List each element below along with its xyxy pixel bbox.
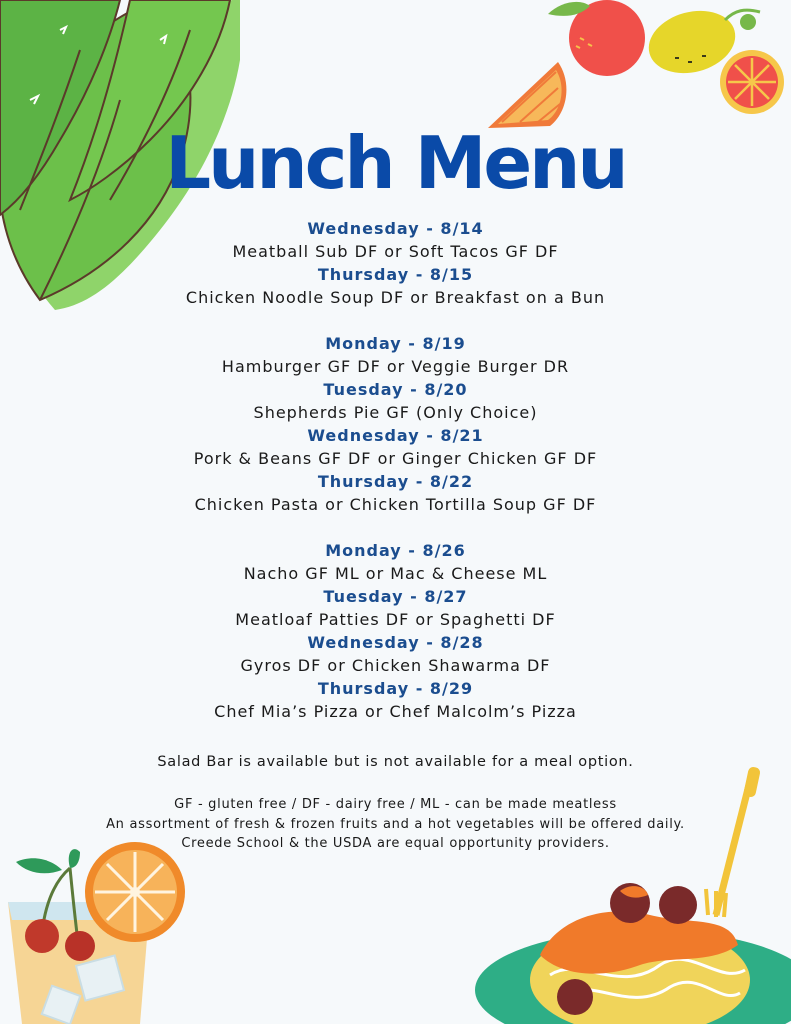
meal-item: Meatloaf Patties DF or Spaghetti DF xyxy=(235,610,556,629)
day-heading: Thursday - 8/22 xyxy=(317,472,474,491)
week-block xyxy=(0,332,791,516)
week-spacer xyxy=(0,309,791,332)
footer-notes xyxy=(0,795,791,854)
day-heading: Wednesday - 8/21 xyxy=(307,426,484,445)
meal-item: Chicken Pasta or Chicken Tortilla Soup GF DF xyxy=(194,495,597,514)
week-block xyxy=(0,217,791,309)
grapefruit-half-icon xyxy=(720,50,784,114)
week-spacer xyxy=(0,516,791,539)
day-heading: Thursday - 8/15 xyxy=(317,265,474,284)
day-heading: Monday - 8/19 xyxy=(325,334,466,353)
meal-item: Meatball Sub DF or Soft Tacos GF DF xyxy=(232,242,559,261)
equal-opportunity-note: Creede School & the USDA are equal opportunity providers. xyxy=(181,836,610,851)
meal-item: Shepherds Pie GF (Only Choice) xyxy=(253,403,538,422)
day-heading: Thursday - 8/29 xyxy=(317,679,474,698)
day-heading: Wednesday - 8/14 xyxy=(307,219,484,238)
orange-wheel-icon xyxy=(85,842,185,942)
meal-item: Chef Mia’s Pizza or Chef Malcolm’s Pizza xyxy=(214,702,577,721)
week-block xyxy=(0,539,791,723)
meal-item: Gyros DF or Chicken Shawarma DF xyxy=(240,656,551,675)
menu-list xyxy=(0,217,791,723)
fruits-note: An assortment of fresh & frozen fruits and a hot vegetables will be offered daily. xyxy=(106,816,685,832)
salad-bar-note: Salad Bar is available but is not available for a meal option. xyxy=(157,754,634,770)
meal-item: Pork & Beans GF DF or Ginger Chicken GF DF xyxy=(193,449,598,468)
meal-item: Chicken Noodle Soup DF or Breakfast on a Bun xyxy=(185,288,606,307)
day-heading: Monday - 8/26 xyxy=(325,541,466,560)
page-title: Lunch Menu xyxy=(165,121,626,205)
day-heading: Tuesday - 8/20 xyxy=(323,380,468,399)
legend-note: GF - gluten free / DF - dairy free / ML - can be made meatless xyxy=(174,797,617,812)
meal-item: Nacho GF ML or Mac & Cheese ML xyxy=(243,564,548,583)
meal-item: Hamburger GF DF or Veggie Burger DR xyxy=(221,357,570,376)
drink-glass-icon xyxy=(0,840,200,1024)
tomato-icon xyxy=(548,0,645,76)
day-heading: Wednesday - 8/28 xyxy=(307,633,484,652)
day-heading: Tuesday - 8/27 xyxy=(323,587,468,606)
